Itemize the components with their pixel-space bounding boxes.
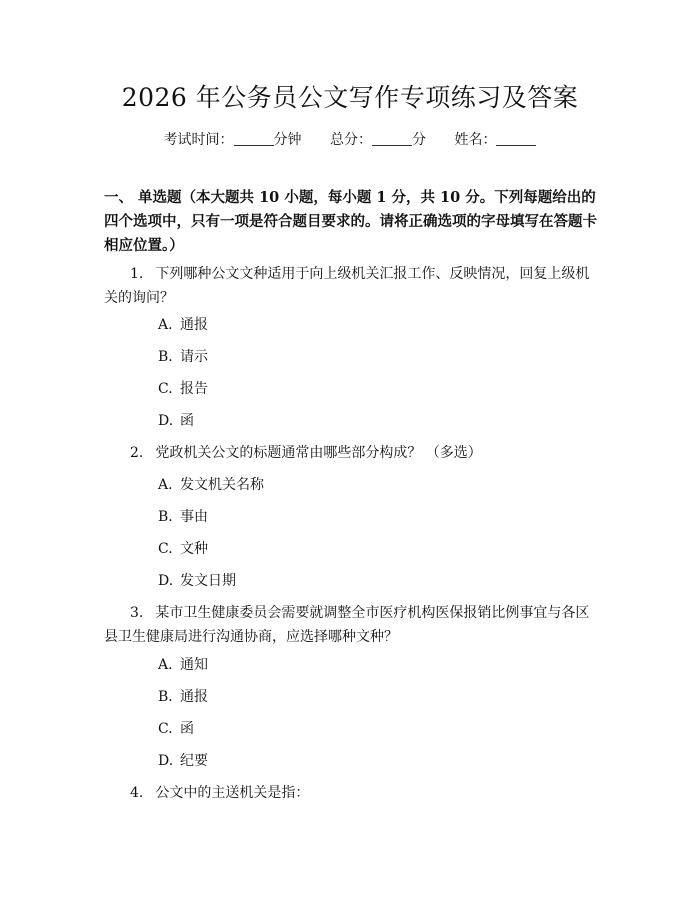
option-text: 函 xyxy=(180,413,194,429)
option-letter: D. xyxy=(158,753,174,769)
q1-option-d xyxy=(158,411,194,431)
q2-option-b xyxy=(158,507,208,527)
option-text: 请示 xyxy=(180,349,208,365)
question-text: 党政机关公文的标题通常由哪些部分构成？ （多选） xyxy=(155,445,482,461)
exam-score-unit: 分 xyxy=(412,132,426,148)
question-4 xyxy=(104,781,602,805)
exam-time-unit: 分钟 xyxy=(273,132,302,148)
question-number: 1. xyxy=(130,266,144,282)
question-1 xyxy=(104,262,602,310)
option-text: 文种 xyxy=(180,541,208,557)
question-text: 公文中的主送机关是指： xyxy=(155,785,310,801)
q3-option-c xyxy=(158,719,194,739)
exam-score-label: 总分： xyxy=(330,132,372,148)
option-letter: B. xyxy=(158,509,173,525)
exam-time xyxy=(164,130,302,150)
option-letter: D. xyxy=(158,413,174,429)
option-text: 通报 xyxy=(180,689,208,705)
option-letter: C. xyxy=(158,381,173,397)
q3-option-d xyxy=(158,751,208,771)
exam-name-blank xyxy=(496,131,536,146)
question-number: 4. xyxy=(130,785,144,801)
option-letter: A. xyxy=(158,317,173,333)
question-3 xyxy=(104,601,602,649)
q1-option-c xyxy=(158,379,208,399)
question-text: 下列哪种公文文种适用于向上级机关汇报工作、反映情况，回复上级机关的询问？ xyxy=(104,266,590,306)
q2-option-d xyxy=(158,571,236,591)
q2-option-a xyxy=(158,475,264,495)
q1-option-b xyxy=(158,347,208,367)
option-text: 通报 xyxy=(180,317,208,333)
option-letter: B. xyxy=(158,349,173,365)
q3-option-b xyxy=(158,687,208,707)
section-heading: 一、 单选题（本大题共 10 小题，每小题 1 分，共 10 分。下列每题给出的四个选项中，只有一项是符合题目要求的。请将正确选项的字母填写在答题卡相应位置。） xyxy=(104,189,597,254)
option-text: 纪要 xyxy=(180,753,208,769)
q3-option-a xyxy=(158,655,208,675)
question-text: 某市卫生健康委员会需要就调整全市医疗机构医保报销比例事宜与各区县卫生健康局进行沟通协商，应选择哪种文种？ xyxy=(104,605,590,645)
option-letter: C. xyxy=(158,541,173,557)
question-2 xyxy=(104,441,602,465)
option-letter: B. xyxy=(158,689,173,705)
option-text: 报告 xyxy=(180,381,208,397)
exam-meta xyxy=(0,130,700,150)
option-text: 发文机关名称 xyxy=(180,477,264,493)
option-text: 通知 xyxy=(180,657,208,673)
exam-name xyxy=(454,130,536,150)
exam-score-blank xyxy=(372,131,412,146)
option-text: 事由 xyxy=(180,509,208,525)
option-letter: A. xyxy=(158,477,173,493)
question-number: 2. xyxy=(130,445,144,461)
option-text: 发文日期 xyxy=(180,573,236,589)
exam-time-blank xyxy=(234,131,274,146)
exam-time-label: 考试时间： xyxy=(163,132,234,148)
option-text: 函 xyxy=(180,721,194,737)
document-title: 2026 年公务员公文写作专项练习及答案 xyxy=(121,83,579,112)
q1-option-a xyxy=(158,315,208,335)
question-number: 3. xyxy=(130,605,144,621)
option-letter: D. xyxy=(158,573,174,589)
q2-option-c xyxy=(158,539,208,559)
option-letter: C. xyxy=(158,721,173,737)
option-letter: A. xyxy=(158,657,173,673)
exam-name-label: 姓名： xyxy=(454,132,497,148)
exam-score xyxy=(330,130,426,150)
